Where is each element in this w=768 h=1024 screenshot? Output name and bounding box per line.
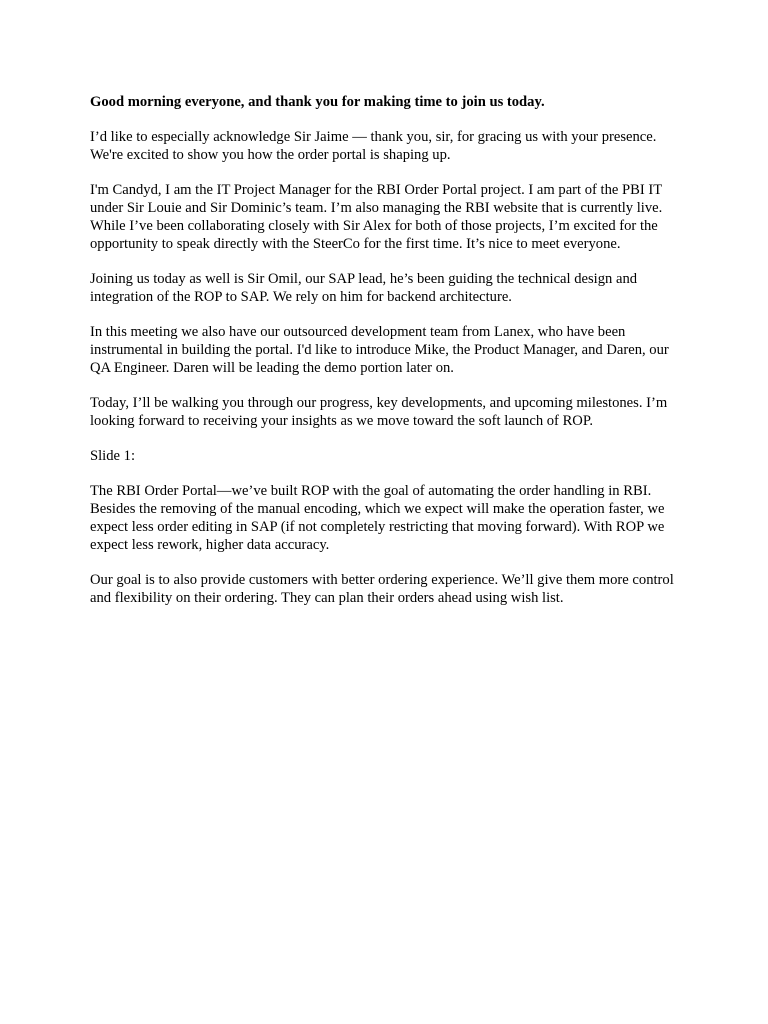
document-heading: Good morning everyone, and thank you for making time to join us today. [90,94,545,110]
paragraph-customer-goal: Our goal is to also provide customers with better ordering experience. We’ll give them more control and flexibility on their ordering. They can plan their orders ahead using wish list. [90,572,674,606]
paragraph-sap-lead: Joining us today as well is Sir Omil, our SAP lead, he’s been guiding the technical design and integration of the ROP to SAP. We rely on him for backend architecture. [90,271,638,305]
paragraph-rop-overview: The RBI Order Portal—we’ve built ROP with the goal of automating the order handling in RBI. Besides the removing of the manual encoding, which we expect will make the operation faster, we expect less order editing in SAP (if not completely restricting that moving forward). With ROP we expect less rework, higher data accuracy. [90,483,665,553]
paragraph-introduction: I'm Candyd, I am the IT Project Manager for the RBI Order Portal project. I am part of the PBI IT under Sir Louie and Sir Dominic’s team. I’m also managing the RBI website that is currently live. While I’ve been collaborating closely with Sir Alex for both of those projects, I’m excited for the opportunity to speak directly with the SteerCo for the first time. It’s nice to meet everyone. [90,182,663,252]
paragraph-agenda: Today, I’ll be walking you through our progress, key developments, and upcoming milestones. I’m looking forward to receiving your insights as we move toward the soft launch of ROP. [90,395,668,429]
paragraph-slide-label: Slide 1: [90,448,135,464]
paragraph-dev-team: In this meeting we also have our outsourced development team from Lanex, who have been instrumental in building the portal. I'd like to introduce Mike, the Product Manager, and Daren, our QA Engineer. Daren will be leading the demo portion later on. [90,324,669,376]
paragraph-acknowledgement: I’d like to especially acknowledge Sir Jaime — thank you, sir, for gracing us with your presence. We're excited to show you how the order portal is shaping up. [90,129,657,163]
